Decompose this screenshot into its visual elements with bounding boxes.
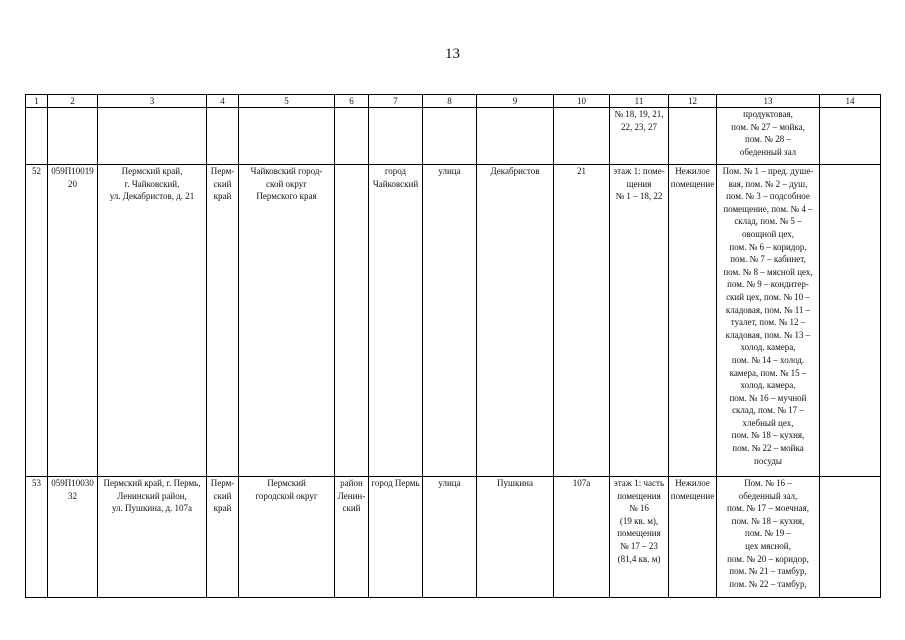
cell-line: ский: [213, 178, 232, 189]
cell-line: 059П10019: [51, 166, 94, 176]
cell-line: кладовая, пом. № 13 –: [725, 329, 811, 340]
table-cell: [669, 477, 717, 598]
cell-line: склад, пом. № 17 –: [732, 405, 804, 416]
cell-line: (81,4 кв. м): [617, 553, 661, 564]
cell-line: Чайковский: [372, 178, 419, 189]
table-cell: [48, 477, 98, 598]
table-cell: [26, 165, 48, 477]
table-cell: [423, 165, 477, 477]
cell-line: хлебный цех,: [742, 417, 794, 428]
cell-line: вая, пом. № 2 – душ,: [728, 178, 808, 189]
cell-line: пом. № 28 –: [745, 134, 791, 145]
cell-line: город: [384, 166, 407, 176]
cell-line: 32: [68, 490, 77, 501]
cell-line: Перм-: [210, 478, 235, 488]
cell-line: туалет, пом. № 12 –: [730, 317, 806, 328]
page-number: 13: [445, 46, 460, 62]
table-cell: [554, 165, 610, 477]
table-cell: [669, 165, 717, 477]
table-cell: [369, 477, 423, 598]
column-header: 14: [820, 95, 881, 108]
column-header: 8: [423, 95, 477, 108]
cell-line: кладовая, пом. № 11 –: [725, 304, 811, 315]
cell-line: пом. № 22 – тамбур,: [729, 578, 807, 589]
table-cell: [207, 108, 239, 165]
cell-line: ский: [342, 503, 361, 514]
table-cell: [98, 165, 207, 477]
cell-line: посуды: [754, 455, 782, 466]
column-header: 2: [48, 95, 98, 108]
column-header: 9: [477, 95, 554, 108]
table-cell: [477, 477, 554, 598]
cell-line: холод. камера,: [740, 380, 796, 391]
cell-line: Пермский: [267, 478, 306, 488]
table-cell: [477, 108, 554, 165]
cell-line: улица: [438, 166, 461, 176]
table-cell: [717, 477, 820, 598]
cell-line: 21: [577, 166, 586, 176]
table-cell: [423, 108, 477, 165]
cell-line: 20: [68, 178, 77, 189]
cell-line: овощной цех,: [742, 228, 794, 239]
cell-line: № 18, 19, 21,: [614, 109, 664, 119]
cell-line: улица: [438, 478, 461, 488]
cell-line: пом. № 18 – кухня,: [731, 515, 805, 526]
column-header: 13: [717, 95, 820, 108]
table-cell: [207, 165, 239, 477]
cell-line: пом. № 6 – коридор,: [729, 241, 807, 252]
register-table: [25, 94, 881, 598]
table-cell: [48, 165, 98, 477]
table-cell: [98, 108, 207, 165]
cell-line: этаж 1: поме-: [613, 166, 665, 176]
cell-line: Декабристов: [490, 166, 540, 176]
cell-line: № 1 – 18, 22: [615, 191, 663, 202]
cell-line: Нежилое: [675, 478, 710, 488]
table-cell: [335, 165, 369, 477]
table-cell: [369, 108, 423, 165]
cell-line: пом. № 3 – подсобное: [726, 191, 810, 202]
column-number-row: [26, 95, 881, 108]
table-cell: [48, 108, 98, 165]
table-cell: [335, 477, 369, 598]
cell-line: холод. камера,: [740, 342, 796, 353]
table-cell: [820, 108, 881, 165]
table-row: [26, 108, 881, 165]
table-cell: [554, 108, 610, 165]
table-cell: [820, 477, 881, 598]
table-cell: [554, 477, 610, 598]
column-header: 11: [610, 95, 669, 108]
cell-line: г. Чайковский,: [124, 178, 180, 189]
cell-line: Ленин-: [337, 490, 366, 501]
cell-line: ской округ: [266, 178, 307, 189]
table-cell: [239, 108, 335, 165]
table-cell: [239, 477, 335, 598]
cell-line: щения: [626, 178, 652, 189]
cell-line: камера, пом. № 15 –: [729, 367, 807, 378]
table-cell: [335, 108, 369, 165]
cell-line: 22, 23, 27: [621, 121, 657, 132]
column-header: 6: [335, 95, 369, 108]
cell-line: Чайковский город-: [250, 166, 323, 176]
table-cell: [610, 477, 669, 598]
column-header: 4: [207, 95, 239, 108]
cell-line: обеденный зал: [739, 146, 797, 157]
cell-line: этаж 1: часть: [613, 478, 665, 488]
cell-line: ский: [213, 490, 232, 501]
cell-line: край: [213, 503, 232, 514]
cell-line: Пом. № 16 –: [744, 478, 792, 488]
column-header: 10: [554, 95, 610, 108]
cell-line: пом. № 9 – кондитер-: [727, 279, 809, 290]
cell-line: пом. № 8 – мясной цех,: [723, 266, 813, 277]
cell-line: ский цех, пом. № 10 –: [726, 291, 810, 302]
cell-line: помещение, пом. № 4 –: [723, 203, 813, 214]
cell-line: 53: [32, 478, 41, 488]
cell-line: район: [340, 478, 363, 488]
cell-line: № 16: [629, 503, 649, 514]
cell-line: Нежилое: [675, 166, 710, 176]
cell-line: 52: [32, 166, 41, 176]
cell-line: пом. № 27 – мойка,: [731, 121, 805, 132]
cell-line: край: [213, 191, 232, 202]
cell-line: помещения: [617, 490, 661, 501]
cell-line: продуктовая,: [743, 109, 793, 119]
column-header: 5: [239, 95, 335, 108]
cell-line: городской округ: [255, 490, 318, 501]
cell-line: Пермский край,: [121, 166, 183, 176]
cell-line: Пермский край, г. Пермь,: [103, 478, 201, 488]
table-cell: [239, 165, 335, 477]
table-cell: [369, 165, 423, 477]
column-header: 1: [26, 95, 48, 108]
cell-line: Перм-: [210, 166, 235, 176]
cell-line: Пом. № 1 – пред. душе-: [722, 166, 814, 176]
cell-line: пом. № 7 – кабинет,: [730, 254, 806, 265]
cell-line: пом. № 20 – коридор,: [727, 553, 809, 564]
table-cell: [610, 108, 669, 165]
table-cell: [26, 477, 48, 598]
cell-line: ул. Декабристов, д. 21: [109, 191, 195, 202]
column-header: 3: [98, 95, 207, 108]
table-cell: [717, 165, 820, 477]
table-cell: [423, 477, 477, 598]
cell-line: пом. № 22 – мойка: [732, 443, 804, 454]
cell-line: пом. № 21 – тамбур,: [729, 566, 807, 577]
cell-line: ул. Пушкина, д. 107а: [111, 503, 193, 514]
table-cell: [669, 108, 717, 165]
cell-line: пом. № 18 – кухня,: [731, 430, 805, 441]
table-cell: [26, 108, 48, 165]
cell-line: Пермского края: [256, 191, 317, 202]
cell-line: 107а: [572, 478, 591, 488]
cell-line: пом. № 19 –: [745, 528, 791, 539]
table-cell: [207, 477, 239, 598]
table-row: [26, 477, 881, 598]
table-cell: [717, 108, 820, 165]
cell-line: город Пермь: [371, 478, 420, 488]
cell-line: пом. № 17 – моечная,: [727, 503, 809, 514]
table-cell: [477, 165, 554, 477]
table-row: [26, 165, 881, 477]
cell-line: пом. № 14 – холод.: [731, 354, 805, 365]
column-header: 12: [669, 95, 717, 108]
table-cell: [610, 165, 669, 477]
cell-line: Ленинский район,: [117, 490, 187, 501]
cell-line: № 17 – 23: [620, 540, 658, 551]
table-cell: [820, 165, 881, 477]
cell-line: помещение: [670, 178, 715, 189]
cell-line: 059П10030: [51, 478, 94, 488]
column-header: 7: [369, 95, 423, 108]
cell-line: пом. № 16 – мучной: [729, 392, 807, 403]
cell-line: обеденный зал,: [738, 490, 798, 501]
table-cell: [98, 477, 207, 598]
cell-line: цех мясной,: [745, 540, 791, 551]
cell-line: Пушкина: [497, 478, 533, 488]
cell-line: помещения: [617, 528, 661, 539]
cell-line: помещение: [670, 490, 715, 501]
cell-line: склад, пом. № 5 –: [734, 216, 802, 227]
cell-line: (19 кв. м),: [619, 515, 659, 526]
